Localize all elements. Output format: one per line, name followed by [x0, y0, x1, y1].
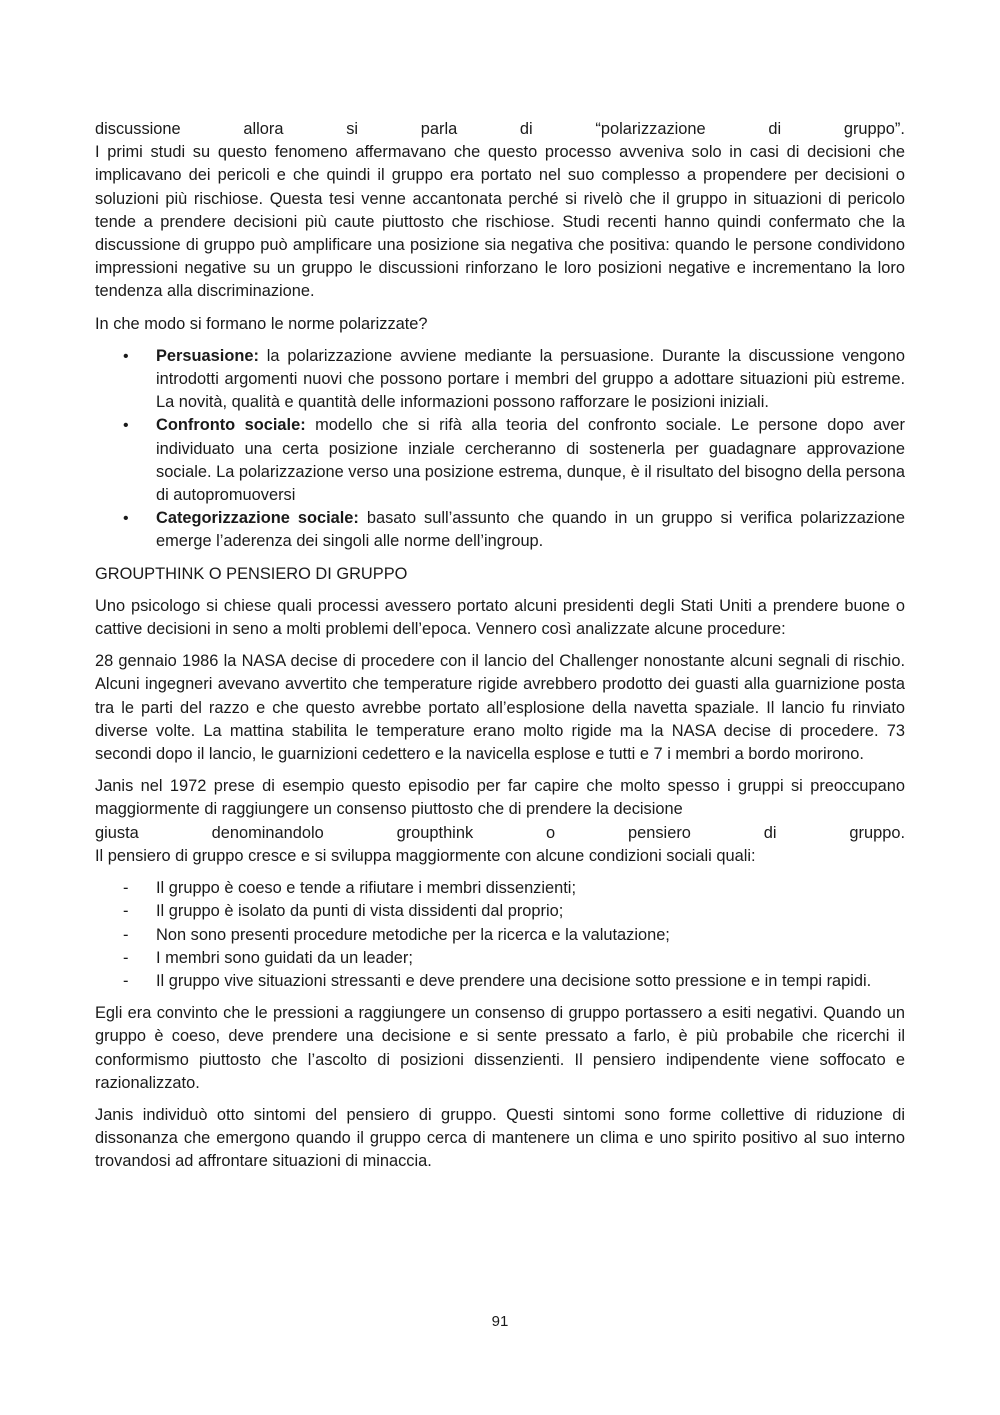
paragraph-text: Il pensiero di gruppo cresce e si sviluppa maggiormente con alcune condizioni sociali quali: [95, 846, 756, 865]
bullet-text: la polarizzazione avviene mediante la persuasione. Durante la discussione vengono introdotti argomenti nuovi che possono portare i membri del gruppo a adottare situazioni più estreme. La novità, qualità e quantità delle informazioni possono rafforzare le posizioni iniziali. [156, 346, 905, 412]
word: denominandolo [211, 823, 324, 842]
word: allora [243, 120, 284, 138]
bullet-term: Persuasione: [156, 346, 259, 365]
paragraph-psychologist: Uno psicologo si chiese quali processi avessero portato alcuni presidenti degli Stati Uniti a prendere buone o cattive decisioni in seno a molti problemi dell’epoca. Vennero così analizzate alcune procedure: [95, 596, 905, 639]
paragraph-symptoms: Janis individuò otto sintomi del pensiero di gruppo. Questi sintomi sono forme collettive di riduzione di dissonanza che emergono quando il gruppo cerca di mantenere un clima e uno spirito positivo al suo interno trovandosi ad affrontare situazioni di minaccia. [95, 1105, 905, 1171]
justified-line [95, 822, 905, 845]
paragraph-polarization [95, 118, 905, 304]
polarization-bullet-list [95, 345, 905, 554]
word: giusta [95, 823, 139, 842]
question-text: In che modo si formano le norme polarizzate? [95, 314, 428, 333]
word: pensiero [628, 823, 691, 842]
bullet-term: Confronto sociale: [156, 416, 306, 435]
paragraph-text: Janis nel 1972 prese di esempio questo episodio per far capire che molto spesso i gruppi si preoccupano maggiormente di raggiungere un consenso piuttosto che di prendere la decisione [95, 777, 905, 819]
paragraph-challenger: 28 gennaio 1986 la NASA decise di procedere con il lancio del Challenger nonostante alcuni segnali di rischio. Alcuni ingegneri avevano avvertito che temperature rigide avrebbero prodotto dei guasti alla guarnizione posta tra le parti del razzo e che questo avrebbe portato all’esplosione della navetta spaziale. Il lancio fu rinviato diverse volte. La mattina stabilita le temperature erano molto rigide ma la NASA decise di procedere. 73 secondi dopo il lancio, le guarnizioni cedettero e la navicella esplose e tutti e 7 i membri a bordo morirono. [95, 652, 905, 764]
word: gruppo. [849, 823, 905, 842]
conditions-dash-list [95, 877, 905, 993]
list-item: - Il gruppo vive situazioni stressanti e deve prendere una decisione sotto pressione e in tempi rapidi. [95, 970, 905, 993]
paragraph-janis [95, 775, 905, 868]
bullet-term: Categorizzazione sociale: [156, 509, 359, 528]
word: discussione [95, 120, 181, 138]
word: gruppo”. [843, 120, 905, 138]
bullet-item [95, 345, 905, 415]
paragraph-text: I primi studi su questo fenomeno affermavano che questo processo avveniva solo in casi di decisioni che implicavano dei pericoli e che quindi il gruppo era portato nel suo complesso a propendere per decisioni o soluzioni più rischiose. Questa tesi venne accantonata perché si rivelò che il gruppo in situazioni di pericolo tende a prendere decisioni più caute piuttosto che rischiose. Studi recenti hanno quindi confermato che la discussione di gruppo può amplificare una posizione sia negativa che positiva: quando le persone condividono impressioni negative su un gruppo le discussioni rinforzano le loro posizioni negative e incrementano la loro tendenza alla discriminazione. [95, 143, 905, 301]
list-item: - Il gruppo è coeso e tende a rifiutare i membri dissenzienti; [95, 877, 905, 900]
bullet-item [95, 507, 905, 553]
word: di [519, 120, 533, 138]
list-item: - Il gruppo è isolato da punti di vista dissidenti dal proprio; [95, 900, 905, 923]
paragraph-consensus: Egli era convinto che le pressioni a raggiungere un consenso di gruppo portassero a esiti negativi. Quando un gruppo è coeso, deve prendere una decisione e si sente pressato a farlo, è più probabile che ricerchi il conformismo piuttosto che l’ascolto di posizioni dissenzienti. Il pensiero indipendente viene soffocato e razionalizzato. [95, 1004, 905, 1092]
word: di [768, 120, 782, 138]
list-item: - I membri sono guidati da un leader; [95, 947, 905, 970]
word: di [763, 823, 777, 842]
word: si [346, 120, 359, 138]
document-page [95, 118, 905, 1174]
section-heading: GROUPTHINK O PENSIERO DI GRUPPO [95, 564, 408, 583]
bullet-text: modello che si rifà alla teoria del confronto sociale. Le persone dopo aver individuato una certa posizione inziale cercheranno di sostenerla per guadagnare approvazione sociale. La polarizzazione verso una posizione estrema, dunque, è il risultato del bisogno della persona di autopromuoversi [156, 416, 905, 505]
page-number: 91 [491, 1313, 509, 1330]
word: “polarizzazione [595, 120, 706, 138]
list-item: - Non sono presenti procedure metodiche per la ricerca e la valutazione; [95, 924, 905, 947]
word: groupthink [396, 823, 474, 842]
word: o [546, 823, 556, 842]
bullet-text: basato sull’assunto che quando in un gruppo si verifica polarizzazione emerge l’aderenza dei singoli alle norme dell’ingroup. [156, 509, 905, 551]
bullet-item [95, 414, 905, 507]
word: parla [420, 120, 458, 138]
justified-first-line [95, 118, 905, 141]
